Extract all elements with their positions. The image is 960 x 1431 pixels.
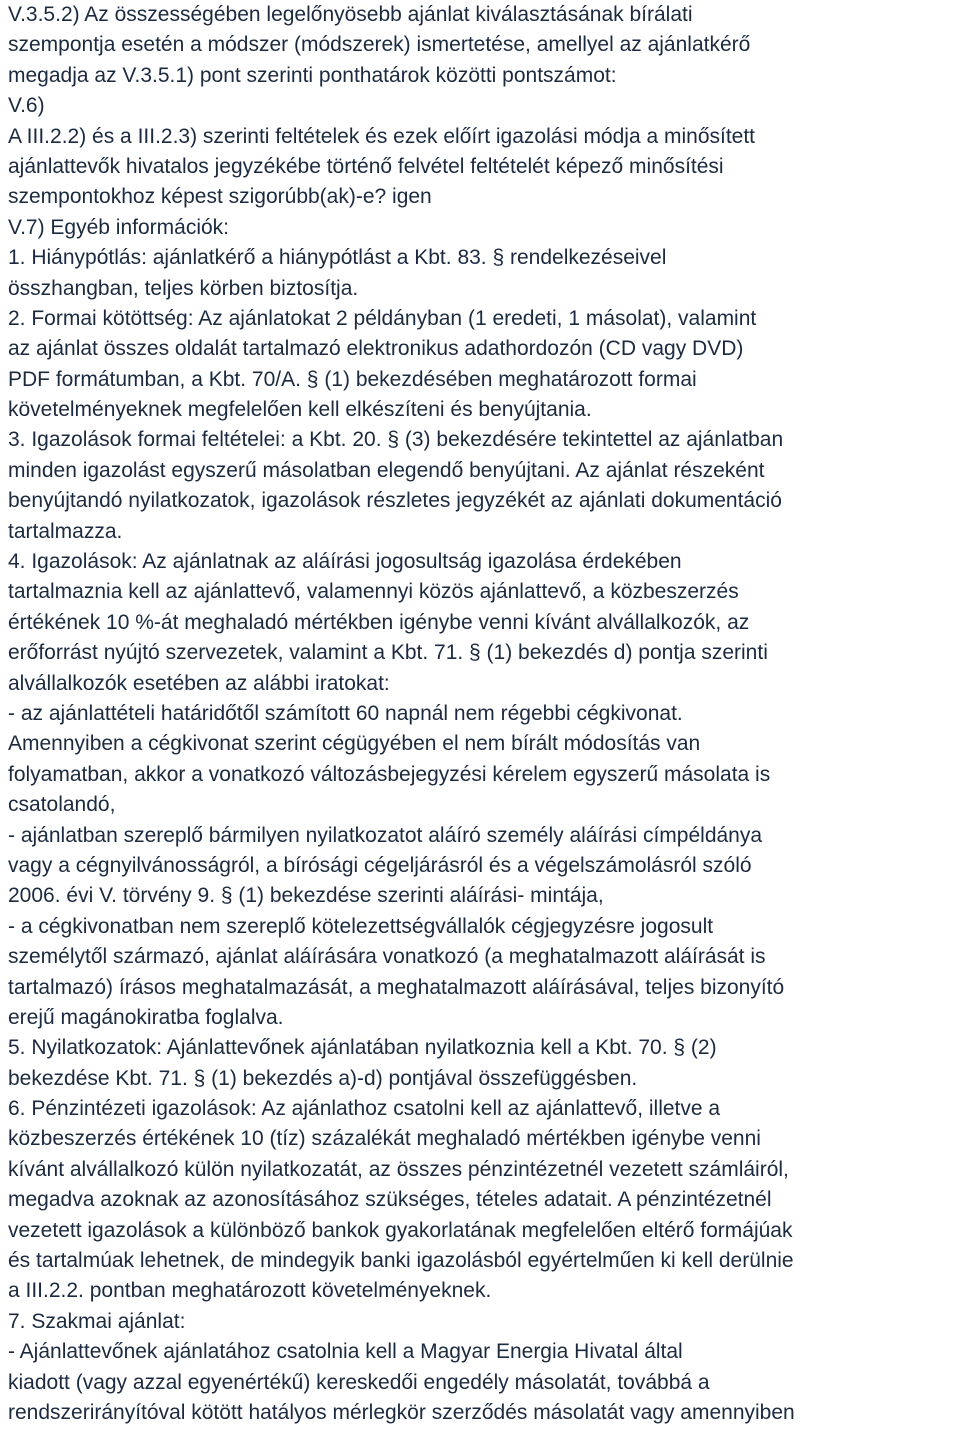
text-line: megadja az V.3.5.1) pont szerinti ponthatárok közötti pontszámot: [8,63,617,87]
document-page [8,0,958,1428]
text-line: rendszerirányítóval kötött hatályos mérlegkör szerződés másolatát vagy amennyiben [8,1400,795,1424]
text-line: A III.2.2) és a III.2.3) szerinti feltételek és ezek előírt igazolási módja a minősített [8,124,756,148]
text-line: V.6) [8,94,45,118]
text-line: összhangban, teljes körben biztosítja. [8,276,359,300]
text-line: folyamatban, akkor a vonatkozó változásbejegyzési kérelem egyszerű másolata is [8,762,771,786]
text-line: 5. Nyilatkozatok: Ajánlattevőnek ajánlatában nyilatkoznia kell a Kbt. 70. § (2) [8,1036,717,1060]
text-line: 4. Igazolások: Az ajánlatnak az aláírási jogosultság igazolása érdekében [8,550,682,574]
text-line: szempontokhoz képest szigorúbb(ak)-e? igen [8,185,432,209]
text-line: - ajánlatban szereplő bármilyen nyilatkozatot aláíró személy aláírási címpéldánya [8,823,763,847]
text-line: személytől származó, ajánlat aláírására vonatkozó (a meghatalmazott aláírását is [8,945,766,969]
text-line: 3. Igazolások formai feltételei: a Kbt. 20. § (3) bekezdésére tekintettel az ajánlatban [8,428,784,452]
text-line: 2006. évi V. törvény 9. § (1) bekezdése szerinti aláírási- mintája, [8,884,604,908]
text-line: V.3.5.2) Az összességében legelőnyösebb ajánlat kiválasztásának bírálati [8,3,693,26]
text-line: csatolandó, [8,793,116,817]
text-line: bekezdése Kbt. 71. § (1) bekezdés a)-d) pontjával összefüggésben. [8,1066,638,1090]
text-line: követelményeknek megfelelően kell elkészíteni és benyújtania. [8,398,592,422]
text-line: vagy a cégnyilvánosságról, a bírósági cégeljárásról és a végelszámolásról szóló [8,853,752,877]
text-line: erőforrást nyújtó szervezetek, valamint a Kbt. 71. § (1) bekezdés d) pontja szerinti [8,641,768,665]
text-line: alvállalkozók esetében az alábbi iratokat: [8,671,390,695]
text-line: kívánt alvállalkozó külön nyilatkozatát, az összes pénzintézetnél vezetett számláiról, [8,1157,789,1181]
text-line: benyújtandó nyilatkozatok, igazolások részletes jegyzékét az ajánlati dokumentáció [8,489,782,513]
text-line: tartalmaznia kell az ajánlattevő, valamennyi közös ajánlattevő, a közbeszerzés [8,580,739,604]
text-line: Amennyiben a cégkivonat szerint cégügyében el nem bírált módosítás van [8,732,701,756]
text-line: közbeszerzés értékének 10 (tíz) százalékát meghaladó mértékben igénybe venni [8,1127,761,1151]
text-line: 6. Pénzintézeti igazolások: Az ajánlathoz csatolni kell az ajánlattevő, illetve a [8,1097,721,1121]
text-line: kiadott (vagy azzal egyenértékű) kereskedői engedély másolatát, továbbá a [8,1370,710,1394]
text-line: szempontja esetén a módszer (módszerek) ismertetése, amellyel az ajánlatkérő [8,33,751,57]
text-line: az ajánlat összes oldalát tartalmazó elektronikus adathordozón (CD vagy DVD) [8,337,744,361]
text-line: 7. Szakmai ajánlat: [8,1309,186,1333]
text-line: tartalmazza. [8,519,123,543]
text-line: - Ajánlattevőnek ajánlatához csatolnia kell a Magyar Energia Hivatal által [8,1340,683,1364]
text-line: erejű magánokiratba foglalva. [8,1005,284,1029]
text-line: 1. Hiánypótlás: ajánlatkérő a hiánypótlást a Kbt. 83. § rendelkezéseivel [8,246,667,270]
text-line: és tartalmúak lehetnek, de mindegyik banki igazolásból egyértelműen ki kell derülnie [8,1249,794,1273]
text-line: a III.2.2. pontban meghatározott követelményeknek. [8,1279,492,1303]
text-line: 2. Formai kötöttség: Az ajánlatokat 2 példányban (1 eredeti, 1 másolat), valamint [8,306,757,330]
text-line: minden igazolást egyszerű másolatban elegendő benyújtani. Az ajánlat részeként [8,458,765,482]
text-line: V.7) Egyéb információk: [8,215,230,239]
text-line: értékének 10 %-át meghaladó mértékben igénybe venni kívánt alvállalkozók, az [8,610,750,634]
text-line: - a cégkivonatban nem szereplő kötelezettségvállalók cégjegyzésre jogosult [8,914,714,938]
text-line: PDF formátumban, a Kbt. 70/A. § (1) bekezdésében meghatározott formai [8,367,697,391]
text-line: ajánlattevők hivatalos jegyzékébe történő felvétel feltételét képező minősítési [8,154,724,178]
text-line: vezetett igazolások a különböző bankok gyakorlatának megfelelően eltérő formájúak [8,1218,793,1242]
text-line: - az ajánlattételi határidőtől számított 60 napnál nem régebbi cégkivonat. [8,701,683,725]
text-line: megadva azoknak az azonosításához szükséges, tételes adatait. A pénzintézetnél [8,1188,772,1212]
text-line: tartalmazó) írásos meghatalmazását, a meghatalmazott aláírásával, teljes bizonyító [8,975,785,999]
